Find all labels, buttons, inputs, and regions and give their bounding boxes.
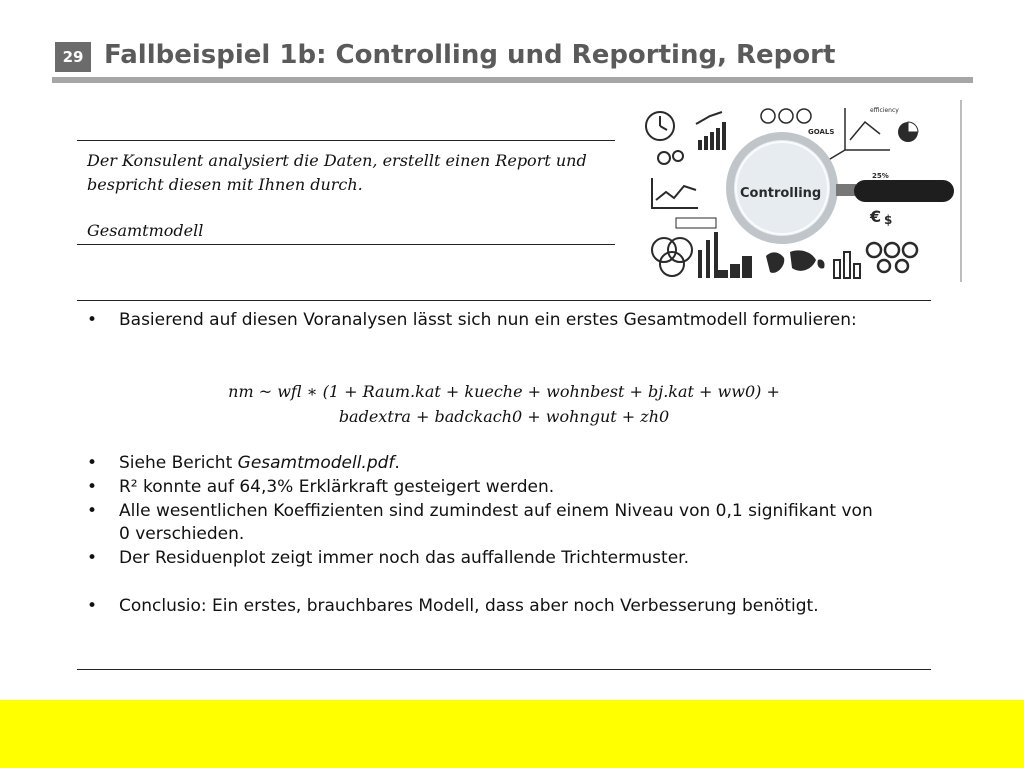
bullet-text: Alle wesentlichen Koeffizienten sind zumindest auf einem Niveau von 0,1 signifikant von 0 verschieden. <box>119 501 873 544</box>
image-divider <box>960 100 962 282</box>
bericht-filename: Gesamtmodell.pdf <box>237 453 395 473</box>
footer-band <box>0 700 1024 768</box>
svg-text:€: € <box>870 207 882 226</box>
bullet-dot: • <box>87 477 98 497</box>
svg-text:$: $ <box>884 213 893 227</box>
title-rule <box>52 77 973 83</box>
magnifier-label: Controlling <box>740 186 822 201</box>
slide-title: Fallbeispiel 1b: Controlling und Reporting, Report <box>104 40 836 70</box>
bullet-dot: • <box>87 453 98 473</box>
intro-text: Der Konsulent analysiert die Daten, erstellt einen Report und bespricht diesen mit Ihnen durch. <box>87 151 587 194</box>
bullet-dot: • <box>87 501 98 521</box>
percent-label: 25% <box>872 172 889 180</box>
intro-box <box>77 140 615 245</box>
main-content-box <box>77 300 931 670</box>
formula-line-2: badextra + badckach0 + wohngut + zh0 <box>338 407 670 426</box>
bullet-dot: • <box>87 596 98 616</box>
bullet-dot: • <box>87 310 98 330</box>
bullet-text: Conclusio: Ein erstes, brauchbares Modell, dass aber noch Verbesserung benötigt. <box>119 596 819 616</box>
goals-label: GOALS <box>808 128 835 136</box>
slide-number: 29 <box>55 42 91 72</box>
pie-chart-icon <box>898 122 918 142</box>
bullet-dot: • <box>87 548 98 568</box>
bullet-text: Basierend auf diesen Voranalysen lässt sich nun ein erstes Gesamtmodell formulieren: <box>119 310 857 330</box>
intro-model-label: Gesamtmodell <box>87 221 204 240</box>
bullet-text: Der Residuenplot zeigt immer noch das auffallende Trichtermuster. <box>119 548 689 568</box>
bericht-suffix: . <box>394 453 400 473</box>
formula-line-1: nm ~ wfl ∗ (1 + Raum.kat + kueche + wohnbest + bj.kat + ww0) + <box>228 382 780 401</box>
efficiency-label: efficiency <box>870 107 899 114</box>
bullet-text: R² konnte auf 64,3% Erklärkraft gesteigert werden. <box>119 477 555 497</box>
bericht-prefix: Siehe Bericht <box>119 453 238 473</box>
bullet-text <box>119 452 879 475</box>
controlling-illustration <box>640 100 960 282</box>
